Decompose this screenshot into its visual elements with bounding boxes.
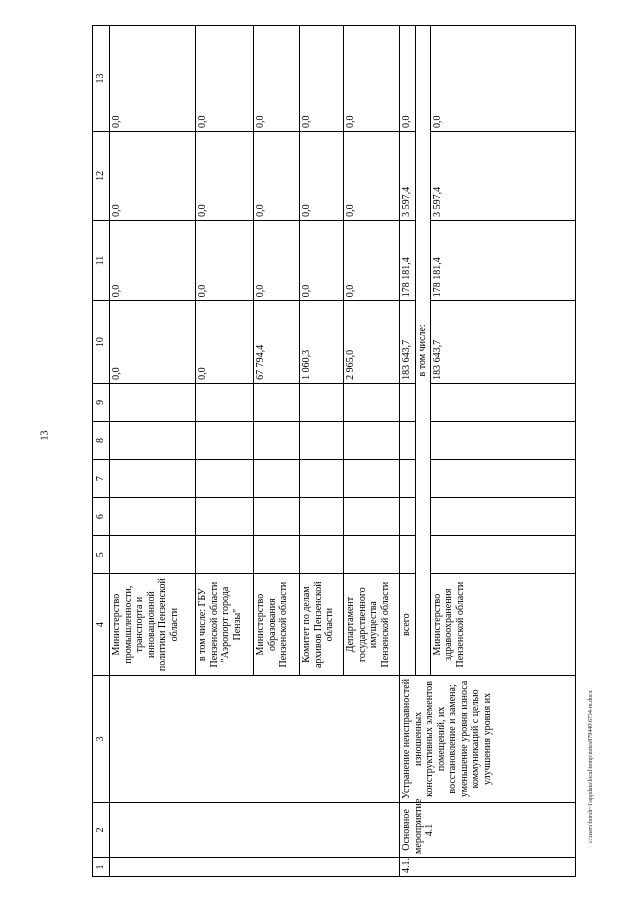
total-label: всего [400, 574, 416, 676]
col-header: 12 [93, 131, 110, 220]
value-cell: 0,0 [300, 26, 344, 132]
col-header: 11 [93, 220, 110, 300]
value-cell: 0,0 [254, 220, 300, 300]
measure-description: Устранение неисправностей изношенных конструктивных элементов помещений, их восстановление и замена; уменьшение уровня износа коммуникаций с целью улучшения уровня их [400, 675, 576, 802]
value-cell: 0,0 [196, 220, 254, 300]
value-cell: 0,0 [196, 301, 254, 384]
col-header: 10 [93, 301, 110, 384]
col-header: 7 [93, 460, 110, 498]
table-row [110, 26, 196, 877]
col-header: 6 [93, 498, 110, 536]
measure-name: Основное мероприятие 4.1 [400, 802, 576, 857]
page-number: 13 [39, 430, 51, 441]
value-cell: 178 181,4 [400, 220, 416, 300]
including-label: в том числе: [416, 26, 431, 676]
value-cell: 3 597,4 [430, 131, 576, 220]
col-header: 3 [93, 675, 110, 802]
col-header: 13 [93, 26, 110, 132]
value-cell: 178 181,4 [430, 220, 576, 300]
value-cell: 3 597,4 [400, 131, 416, 220]
value-cell: 0,0 [300, 131, 344, 220]
measure-number: 4.1. [400, 857, 576, 876]
value-cell: 0,0 [254, 26, 300, 132]
col-header: 5 [93, 536, 110, 574]
value-cell: 0,0 [110, 131, 196, 220]
col-header: 8 [93, 421, 110, 459]
value-cell: 2 965,0 [344, 301, 400, 384]
value-cell: 1 060,3 [300, 301, 344, 384]
value-cell: 0,0 [196, 131, 254, 220]
budget-table [92, 25, 576, 877]
value-cell: 0,0 [110, 220, 196, 300]
value-cell: 183 643,7 [400, 301, 416, 384]
value-cell: 0,0 [400, 26, 416, 132]
rotated-table-wrapper [92, 25, 576, 877]
org-cell: Министерство образования Пензенской области [254, 574, 300, 676]
value-cell: 0,0 [300, 220, 344, 300]
value-cell: 0,0 [254, 131, 300, 220]
col-header: 1 [93, 857, 110, 876]
org-cell: в том числе: ГБУ Пензенской области "Аэропорт города Пензы" [196, 574, 254, 676]
org-cell: Министерство промышленности, транспорта и инновационной политики Пензенской области [110, 574, 196, 676]
value-cell: 0,0 [110, 301, 196, 384]
col-header: 4 [93, 574, 110, 676]
value-cell: 183 643,7 [430, 301, 576, 384]
header-row [93, 26, 110, 877]
table-row [400, 26, 416, 877]
col-header: 2 [93, 802, 110, 857]
org-cell: Департамент государственного имущества Пензенской области [344, 574, 400, 676]
value-cell: 0,0 [196, 26, 254, 132]
org-cell: Министерство здравоохранения Пензенской области [430, 574, 576, 676]
value-cell: 67 794,4 [254, 301, 300, 384]
col-header: 9 [93, 383, 110, 421]
value-cell: 0,0 [110, 26, 196, 132]
value-cell: 0,0 [344, 131, 400, 220]
footer-path: c:\users\borsh~1\appdata\local\temp\notes879440\6734-m.docx [588, 690, 594, 843]
value-cell: 0,0 [430, 26, 576, 132]
org-cell: Комитет по делам архивов Пензенской области [300, 574, 344, 676]
value-cell: 0,0 [344, 26, 400, 132]
value-cell: 0,0 [344, 220, 400, 300]
